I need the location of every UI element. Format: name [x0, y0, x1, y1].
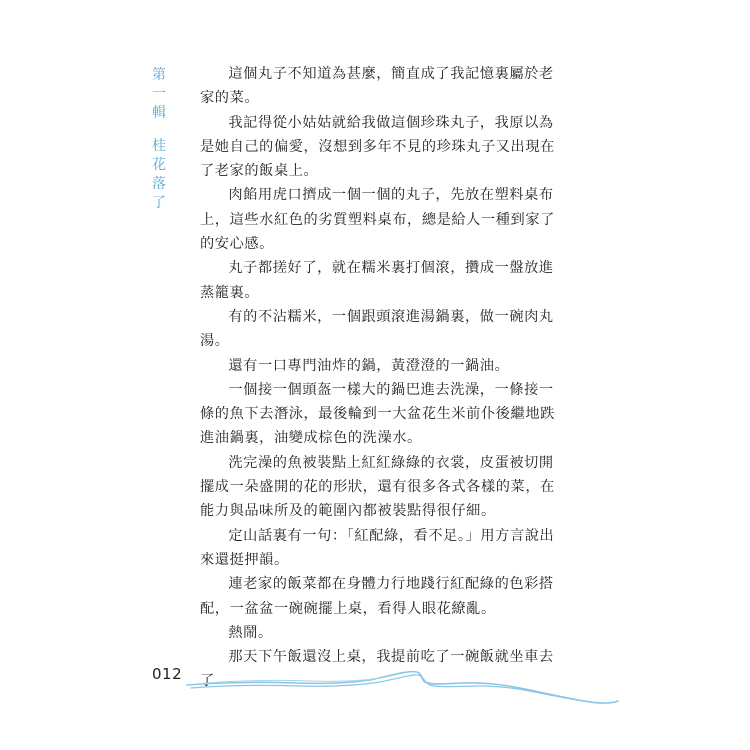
paragraph: 連老家的飯菜都在身體力行地踐行紅配綠的色彩搭配，一盆盆一碗碗擺上桌，看得人眼花繚亂。	[200, 576, 554, 617]
paragraph: 洗完澡的魚被裝點上紅紅綠綠的衣裳，皮蛋被切開擺成一朵盛開的花的形狀，還有很多各式各樣的菜，在能力與品味所及的範圍內都被裝點得很仔細。	[200, 454, 555, 520]
wave-stroke-main	[187, 672, 618, 703]
chapter-title-char: 了	[152, 195, 166, 211]
paragraph: 這個丸子不知道為甚麼，簡直成了我記憶裏屬於老家的菜。	[200, 66, 554, 107]
chapter-label-char: 一	[152, 86, 166, 102]
chapter-title-char: 桂	[152, 138, 166, 154]
wave-decoration	[185, 658, 625, 708]
paragraph: 丸子都搓好了，就在糯米裏打個滾，攢成一盤放進蒸籠裏。	[200, 260, 554, 301]
chapter-title-char: 花	[152, 157, 166, 173]
wave-stroke-second	[191, 675, 603, 703]
chapter-title-char: 落	[152, 176, 166, 192]
body-text	[200, 62, 565, 694]
paragraph: 一個接一個頭盔一樣大的鍋巴進去洗澡，一條接一條的魚下去潛泳，最後輪到一大盆花生米前仆後繼地跌進油鍋裏，油變成棕色的洗澡水。	[200, 381, 555, 447]
chapter-label-char: 輯	[152, 105, 166, 121]
paragraph: 那天下午飯還沒上桌，我提前吃了一碗飯就坐車去了	[200, 649, 554, 690]
chapter-label	[152, 66, 166, 123]
paragraph: 我記得從小姑姑就給我做這個珍珠丸子，我原以為是她自己的偏愛，沒想到多年不見的珍珠丸子又出現在了老家的飯桌上。	[200, 114, 555, 180]
chapter-label-char: 第	[152, 67, 166, 83]
page-number: 012	[152, 665, 183, 683]
paragraph: 還有一口專門油炸的鍋，黃澄澄的一鍋油。	[228, 357, 510, 374]
paragraph: 熱鬧。	[228, 624, 273, 641]
chapter-title	[152, 137, 166, 213]
paragraph: 有的不沾糯米，一個跟頭滾進湯鍋裏，做一碗肉丸湯。	[200, 308, 554, 350]
paragraph: 定山話裏有一句：「紅配綠，看不足。」用方言說出來還挺押韻。	[200, 527, 555, 568]
chapter-side-title	[146, 66, 172, 213]
paragraph: 肉餡用虎口擠成一個一個的丸子，先放在塑料桌布上，這些水紅色的劣質塑料桌布，總是給人一種到家了的安心感。	[200, 187, 555, 253]
